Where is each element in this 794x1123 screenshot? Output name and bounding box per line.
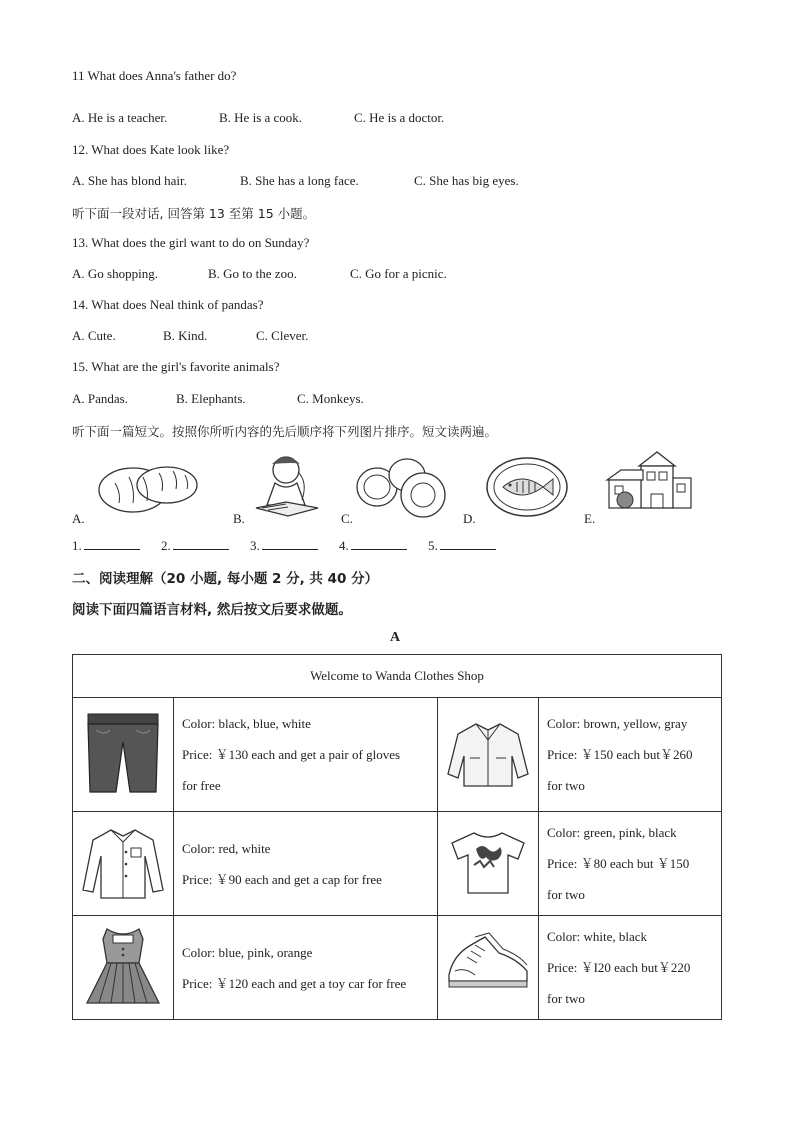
dress-price: Price: ￥120 each and get a toy car for free — [182, 975, 407, 991]
eggs-icon — [355, 455, 450, 520]
blank-label: 1. — [72, 538, 82, 553]
picture-label-e: E. — [584, 511, 596, 526]
jacket-icon — [446, 718, 530, 788]
question-11: 11 What does Anna's father do? — [72, 68, 237, 83]
blank-label: 3. — [250, 538, 260, 553]
dress-icon — [81, 925, 165, 1007]
tshirt-cell — [438, 812, 539, 916]
option-15-b: B. Elephants. — [176, 391, 246, 406]
shoes-icon — [445, 931, 531, 1001]
option-14-c: C. Clever. — [256, 328, 309, 343]
girl-writing-icon — [248, 450, 323, 520]
blank-line — [84, 537, 140, 550]
option-14-a: A. Cute. — [72, 328, 116, 343]
pants-icon — [82, 710, 164, 796]
options-15 — [72, 391, 364, 407]
shoes-cell — [438, 916, 539, 1020]
option-11-a: A. He is a teacher. — [72, 110, 168, 125]
question-13: 13. What does the girl want to do on Sunday? — [72, 235, 310, 250]
jacket-cell — [438, 698, 539, 812]
pants-price: Price: ￥130 each and get a pair of gloves — [182, 747, 401, 762]
option-15-c: C. Monkeys. — [297, 391, 364, 406]
option-13-b: B. Go to the zoo. — [208, 266, 297, 281]
question-14: 14. What does Neal think of pandas? — [72, 297, 264, 312]
question-15: 15. What are the girl's favorite animals? — [72, 359, 280, 374]
picture-label-d: D. — [463, 511, 476, 526]
jacket-info — [539, 698, 722, 812]
dress-info — [174, 916, 438, 1020]
picture-label-a: A. — [72, 511, 85, 526]
blank-line — [440, 537, 496, 550]
jacket-price: Price: ￥150 each but￥260 — [547, 747, 693, 762]
option-11-b: B. He is a cook. — [219, 110, 303, 125]
tshirt-price-note: for two — [547, 887, 585, 902]
tshirt-color: Color: green, pink, black — [547, 825, 677, 840]
shoes-color: Color: white, black — [547, 929, 648, 944]
jacket-color: Color: brown, yellow, gray — [547, 716, 688, 731]
blank-line — [262, 537, 318, 550]
pants-color: Color: black, blue, white — [182, 716, 311, 731]
option-12-a: A. She has blond hair. — [72, 173, 187, 188]
shoes-price-note: for two — [547, 991, 585, 1006]
tshirt-price: Price: ￥80 each but ￥150 — [547, 856, 690, 871]
option-13-a: A. Go shopping. — [72, 266, 158, 281]
shirt-cell — [73, 812, 174, 916]
instruction-13-15: 听下面一段对话, 回答第 13 至第 15 小题。 — [72, 206, 316, 221]
picture-label-b: B. — [233, 511, 245, 526]
answer-blanks — [72, 537, 514, 554]
answer-blank-3[interactable] — [250, 537, 318, 554]
option-11-c: C. He is a doctor. — [354, 110, 445, 125]
options-12 — [72, 173, 519, 189]
picture-label-c: C. — [341, 511, 353, 526]
section2-instruction: 阅读下面四篇语言材料, 然后按文后要求做题。 — [72, 602, 352, 618]
question-12: 12. What does Kate look like? — [72, 142, 230, 157]
shirt-price: Price: ￥90 each and get a cap for free — [182, 871, 382, 887]
house-icon — [603, 450, 695, 512]
option-15-a: A. Pandas. — [72, 391, 128, 406]
option-12-c: C. She has big eyes. — [414, 173, 519, 188]
answer-blank-2[interactable] — [161, 537, 229, 554]
dress-color: Color: blue, pink, orange — [182, 944, 313, 960]
blank-label: 4. — [339, 538, 349, 553]
pants-info — [174, 698, 438, 812]
dress-cell — [73, 916, 174, 1020]
option-12-b: B. She has a long face. — [240, 173, 359, 188]
pants-price-note: for free — [182, 778, 221, 793]
fish-plate-icon — [485, 456, 570, 518]
shirt-color: Color: red, white — [182, 840, 271, 856]
shoes-price: Price: ￥I20 each but￥220 — [547, 960, 691, 975]
blank-line — [351, 537, 407, 550]
tshirt-icon — [446, 827, 530, 897]
answer-blank-1[interactable] — [72, 537, 140, 554]
shop-title: Welcome to Wanda Clothes Shop — [73, 655, 722, 698]
jacket-price-note: for two — [547, 778, 585, 793]
blank-line — [173, 537, 229, 550]
instruction-passage: 听下面一篇短文。按照你所听内容的先后顺序将下列图片排序。短文读两遍。 — [72, 424, 498, 439]
answer-blank-4[interactable] — [339, 537, 407, 554]
answer-blank-5[interactable] — [428, 537, 496, 554]
shop-table — [72, 654, 722, 1020]
bread-icon — [95, 455, 205, 515]
shoes-info — [539, 916, 722, 1020]
pants-cell — [73, 698, 174, 812]
option-14-b: B. Kind. — [163, 328, 208, 343]
options-14 — [72, 328, 308, 344]
section2-title: 二、阅读理解（20 小题, 每小题 2 分, 共 40 分） — [72, 571, 379, 587]
tshirt-info — [539, 812, 722, 916]
passage-label: A — [390, 630, 401, 645]
options-13 — [72, 266, 447, 282]
options-11 — [72, 110, 444, 126]
shirt-info — [174, 812, 438, 916]
shirt-icon — [81, 824, 165, 900]
blank-label: 2. — [161, 538, 171, 553]
blank-label: 5. — [428, 538, 438, 553]
option-13-c: C. Go for a picnic. — [350, 266, 447, 281]
